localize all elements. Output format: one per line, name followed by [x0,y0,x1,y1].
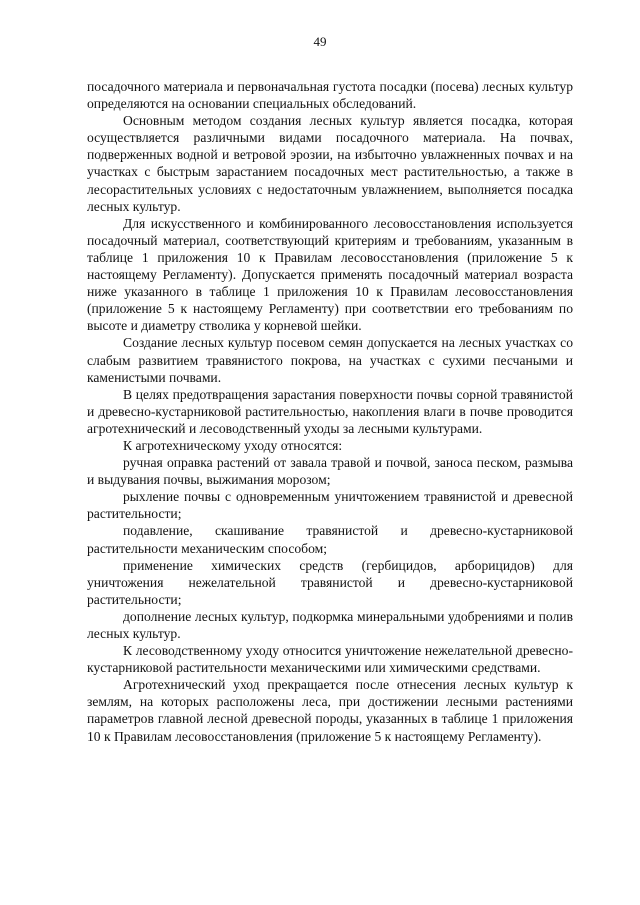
paragraph-planting-material: Для искусственного и комбинированного лесовосстановления используется посадочный материал, соответствующий критериям и требованиям, указанным в таблице 1 приложения 10 к Правилам лесовосстановления (приложение 5 к настоящему Регламенту). Допускается применять посадочный материал возраста ниже указанного в таблице 1 приложения 10 к Правилам лесовосстановления (приложение 5 к настоящему Регламенту) при соответствии его требованиям по высоте и диаметру стволика у корневой шейки. [87,215,573,334]
list-item-mowing: подавление, скашивание травянистой и древесно-кустарниковой растительности механическим способом; [87,523,573,556]
paragraph-seed-sowing: Создание лесных культур посевом семян допускается на лесных участках со слабым развитием травянистого покрова, на участках с сухими песчаными и каменистыми почвами. [87,335,573,385]
paragraph-silvicultural-care: К лесоводственному уходу относится уничтожение нежелательной древесно-кустарниковой растительности механическими или химическими средствами. [87,643,573,676]
paragraph-care-purpose: В целях предотвращения зарастания поверхности почвы сорной травянистой и древесно-кустарниковой растительностью, накопления влаги в почве проводится агротехнический и лесоводственный уходы за лесными культурами. [87,386,573,436]
list-item-chemicals: применение химических средств (гербицидов, арборицидов) для уничтожения нежелательной травянистой и древесно-кустарниковой растительности; [87,557,573,607]
list-item-supplementing: дополнение лесных культур, подкормка минеральными удобрениями и полив лесных культур. [87,608,573,641]
paragraph-agrotechnical-intro: К агротехническому уходу относятся: [123,437,343,453]
paragraph-planting-method: Основным методом создания лесных культур является посадка, которая осуществляется различными видами посадочного материала. На почвах, подверженных водной и ветровой эрозии, на избыточно увлажненных почвах и на участках с быстрым зарастанием посадочных мест растительностью, а также в лесорастительных условиях с недостаточным увлажнением, выполняется посадка лесных культур. [87,113,573,214]
paragraph-continuation: посадочного материала и первоначальная густота посадки (посева) лесных культур определяются на основании специальных обследований. [87,79,573,112]
page-number: 49 [313,34,327,49]
list-item-loosening: рыхление почвы с одновременным уничтожением травянистой и древесной растительности; [87,489,573,522]
document-body [87,78,573,745]
list-item-manual-straightening: ручная оправка растений от завала травой и почвой, заноса песком, размыва и выдувания почвы, выжимания морозом; [87,455,573,488]
paragraph-care-termination: Агротехнический уход прекращается после отнесения лесных культур к землям, на которых расположены леса, при достижении лесными растениями параметров главной лесной древесной породы, указанных в таблице 1 приложения 10 к Правилам лесовосстановления (приложение 5 к настоящему Регламенту). [87,677,573,744]
